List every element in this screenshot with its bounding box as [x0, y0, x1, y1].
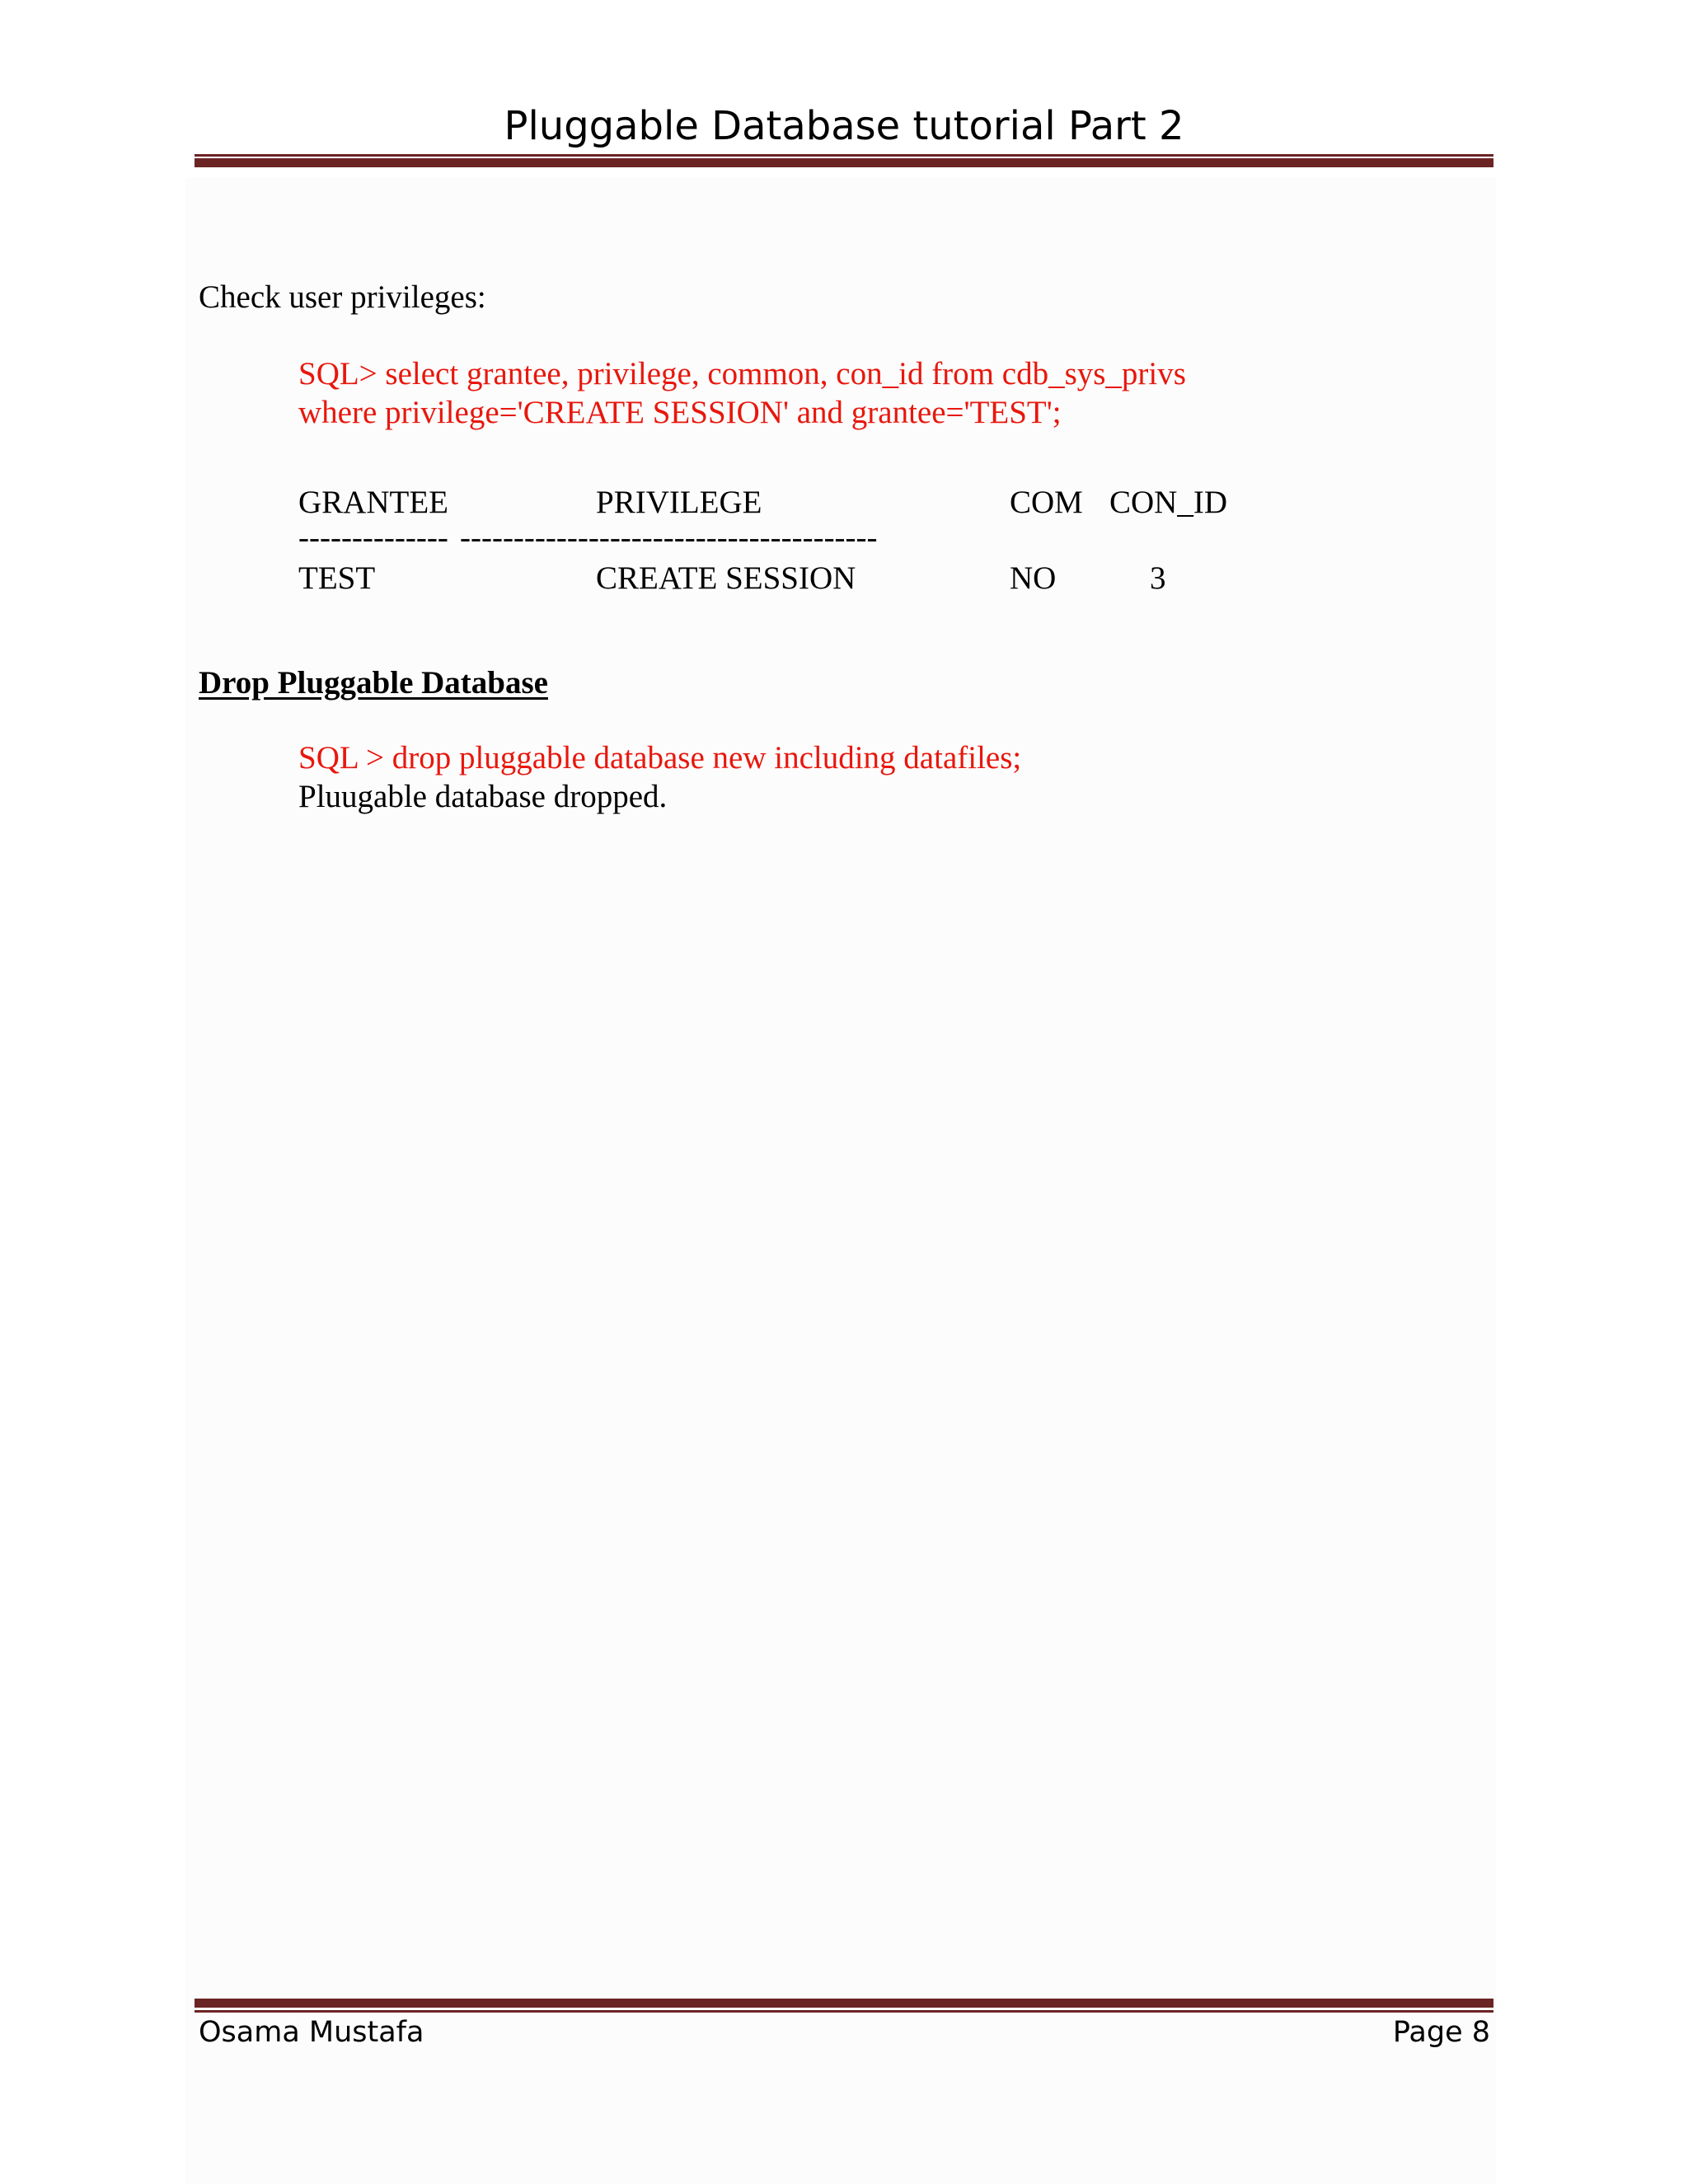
- sql-query-line-2: where privilege='CREATE SESSION' and grantee='TEST';: [298, 395, 1062, 430]
- result-separator-privilege: ---------------------------------------: [460, 520, 878, 555]
- sql-query-line-1: SQL> select grantee, privilege, common, con_id from cdb_sys_privs: [298, 356, 1186, 391]
- page-body-background: [185, 177, 1496, 2184]
- footer-author: Osama Mustafa: [199, 2016, 424, 2049]
- check-privileges-intro: Check user privileges:: [199, 279, 486, 315]
- result-header-privilege: PRIVILEGE: [596, 485, 762, 520]
- page-header-title: Pluggable Database tutorial Part 2: [504, 103, 1184, 149]
- drop-pdb-heading: Drop Pluggable Database: [199, 665, 548, 701]
- result-cell-grantee: TEST: [298, 560, 376, 596]
- footer-rule-thick: [195, 1999, 1493, 2008]
- footer-rule-thin: [195, 2010, 1493, 2013]
- result-cell-con-id: 3: [1150, 560, 1166, 596]
- result-header-con-id: CON_ID: [1109, 485, 1227, 520]
- result-header-com: COM: [1010, 485, 1083, 520]
- header-rule-thin: [195, 154, 1493, 157]
- result-cell-privilege: CREATE SESSION: [596, 560, 856, 596]
- header-rule-thick: [195, 158, 1493, 167]
- drop-pdb-result: Pluugable database dropped.: [298, 779, 668, 814]
- result-header-grantee: GRANTEE: [298, 485, 448, 520]
- footer-page-number: Page 8: [1392, 2016, 1490, 2049]
- result-cell-com: NO: [1010, 560, 1057, 596]
- drop-pdb-sql: SQL > drop pluggable database new including datafiles;: [298, 740, 1022, 776]
- result-separator-grantee: --------------: [298, 520, 448, 555]
